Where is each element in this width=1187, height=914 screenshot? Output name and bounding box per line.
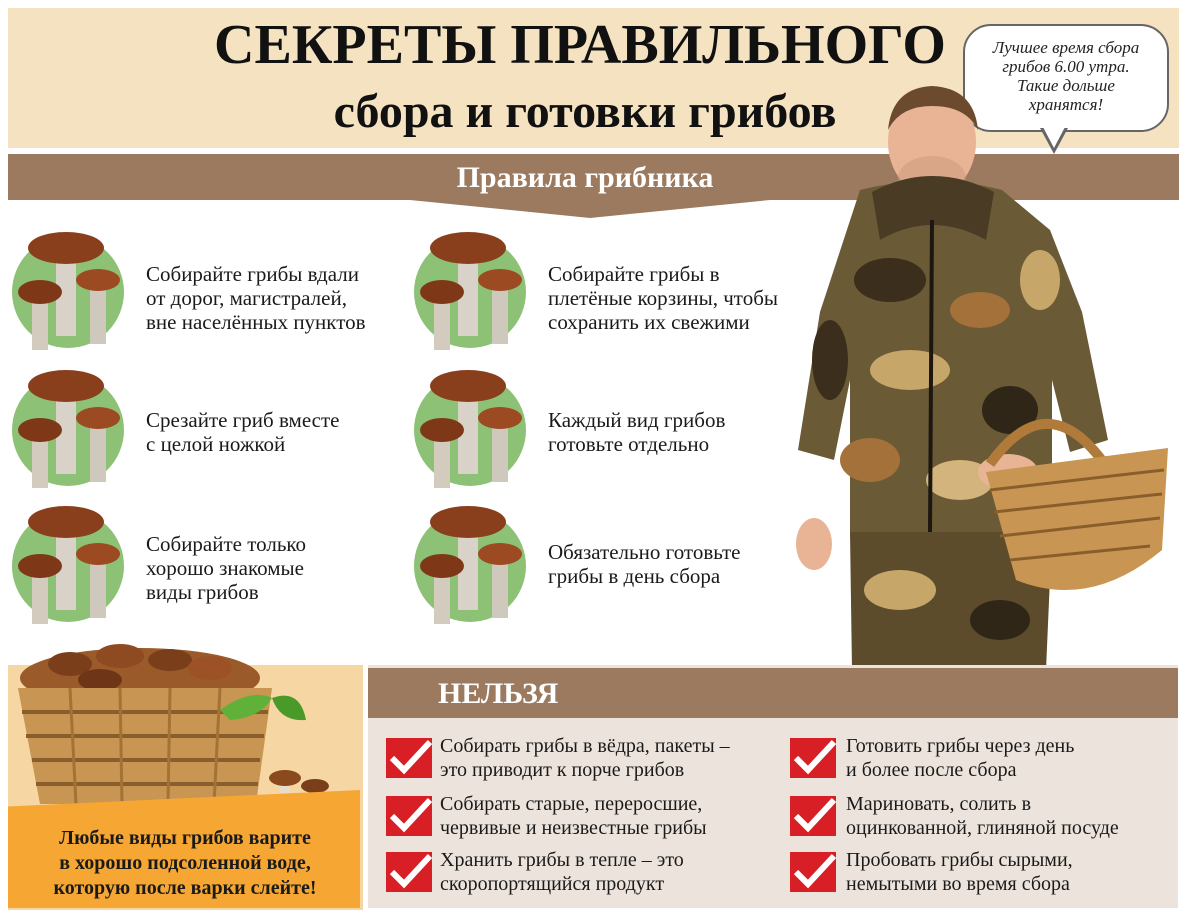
bubble-line: хранятся! bbox=[1028, 95, 1104, 114]
tip-line: в хорошо подсоленной воде, bbox=[59, 852, 311, 874]
tip-text bbox=[10, 826, 360, 901]
rules-title: Правила грибника bbox=[456, 161, 714, 194]
rule-line: Собирайте грибы в bbox=[548, 262, 720, 286]
rule-line: готовьте отдельно bbox=[548, 432, 710, 456]
rule-item bbox=[146, 408, 406, 456]
rules-banner-notch bbox=[410, 200, 770, 218]
rule-item bbox=[548, 408, 808, 456]
forbidden-line: Собирать старые, переросшие, bbox=[440, 793, 703, 815]
checkmark-icon bbox=[790, 796, 836, 836]
rule-line: сохранить их свежими bbox=[548, 310, 750, 334]
mushroom-icon bbox=[414, 500, 532, 618]
forbidden-item bbox=[846, 734, 1176, 782]
tip-line: Любые виды грибов варите bbox=[59, 827, 311, 849]
mushroom-basket-illustration bbox=[10, 628, 360, 818]
forbidden-line: это приводит к порче грибов bbox=[440, 759, 685, 781]
forbidden-item bbox=[846, 792, 1176, 840]
mushroom-icon bbox=[12, 226, 130, 344]
rule-line: Обязательно готовьте bbox=[548, 540, 741, 564]
checkmark-icon bbox=[386, 738, 432, 778]
tip-line: которую после варки слейте! bbox=[53, 877, 317, 899]
rule-line: Собирайте только bbox=[146, 532, 307, 556]
forbidden-item bbox=[440, 792, 785, 840]
forbidden-line: Готовить грибы через день bbox=[846, 735, 1075, 757]
rule-line: плетёные корзины, чтобы bbox=[548, 286, 778, 310]
mushroom-icon bbox=[12, 500, 130, 618]
rule-line: от дорог, магистралей, bbox=[146, 286, 347, 310]
forbidden-item bbox=[440, 734, 785, 782]
checkmark-icon bbox=[386, 796, 432, 836]
mushroom-picker-illustration bbox=[790, 80, 1180, 670]
mushroom-icon bbox=[414, 364, 532, 482]
forbidden-line: скоропортящийся продукт bbox=[440, 873, 665, 895]
checkmark-icon bbox=[386, 852, 432, 892]
rule-line: хорошо знакомые bbox=[146, 556, 304, 580]
rule-line: Собирайте грибы вдали bbox=[146, 262, 359, 286]
rule-line: грибы в день сбора bbox=[548, 564, 721, 588]
forbidden-line: оцинкованной, глиняной посуде bbox=[846, 817, 1119, 839]
checkmark-icon bbox=[790, 738, 836, 778]
forbidden-item bbox=[440, 848, 785, 896]
rule-item bbox=[146, 262, 406, 334]
bubble-line: грибов 6.00 утра. bbox=[1002, 57, 1130, 76]
forbidden-line: Собирать грибы в вёдра, пакеты – bbox=[440, 735, 730, 757]
rule-line: с целой ножкой bbox=[146, 432, 286, 456]
forbidden-line: и более после сбора bbox=[846, 759, 1017, 781]
forbidden-line: Пробовать грибы сырыми, bbox=[846, 849, 1073, 871]
rule-line: виды грибов bbox=[146, 580, 259, 604]
rule-line: Каждый вид грибов bbox=[548, 408, 726, 432]
bubble-line: Такие дольше bbox=[1017, 76, 1115, 95]
rule-item bbox=[548, 540, 808, 588]
page-title: СЕКРЕТЫ ПРАВИЛЬНОГО bbox=[214, 14, 946, 76]
forbidden-line: Хранить грибы в тепле – это bbox=[440, 849, 684, 871]
page-subtitle: сбора и готовки грибов bbox=[333, 85, 837, 138]
forbidden-line: червивые и неизвестные грибы bbox=[440, 817, 707, 839]
checkmark-icon bbox=[790, 852, 836, 892]
forbidden-item bbox=[846, 848, 1176, 896]
forbidden-line: Мариновать, солить в bbox=[846, 793, 1032, 815]
forbidden-line: немытыми во время сбора bbox=[846, 873, 1070, 895]
bubble-line: Лучшее время сбора bbox=[992, 38, 1140, 57]
rule-item bbox=[548, 262, 818, 334]
rule-item bbox=[146, 532, 406, 604]
mushroom-icon bbox=[414, 226, 532, 344]
forbidden-title: НЕЛЬЗЯ bbox=[438, 677, 559, 710]
rule-line: вне населённых пунктов bbox=[146, 310, 366, 334]
rule-line: Срезайте гриб вместе bbox=[146, 408, 340, 432]
mushroom-icon bbox=[12, 364, 130, 482]
